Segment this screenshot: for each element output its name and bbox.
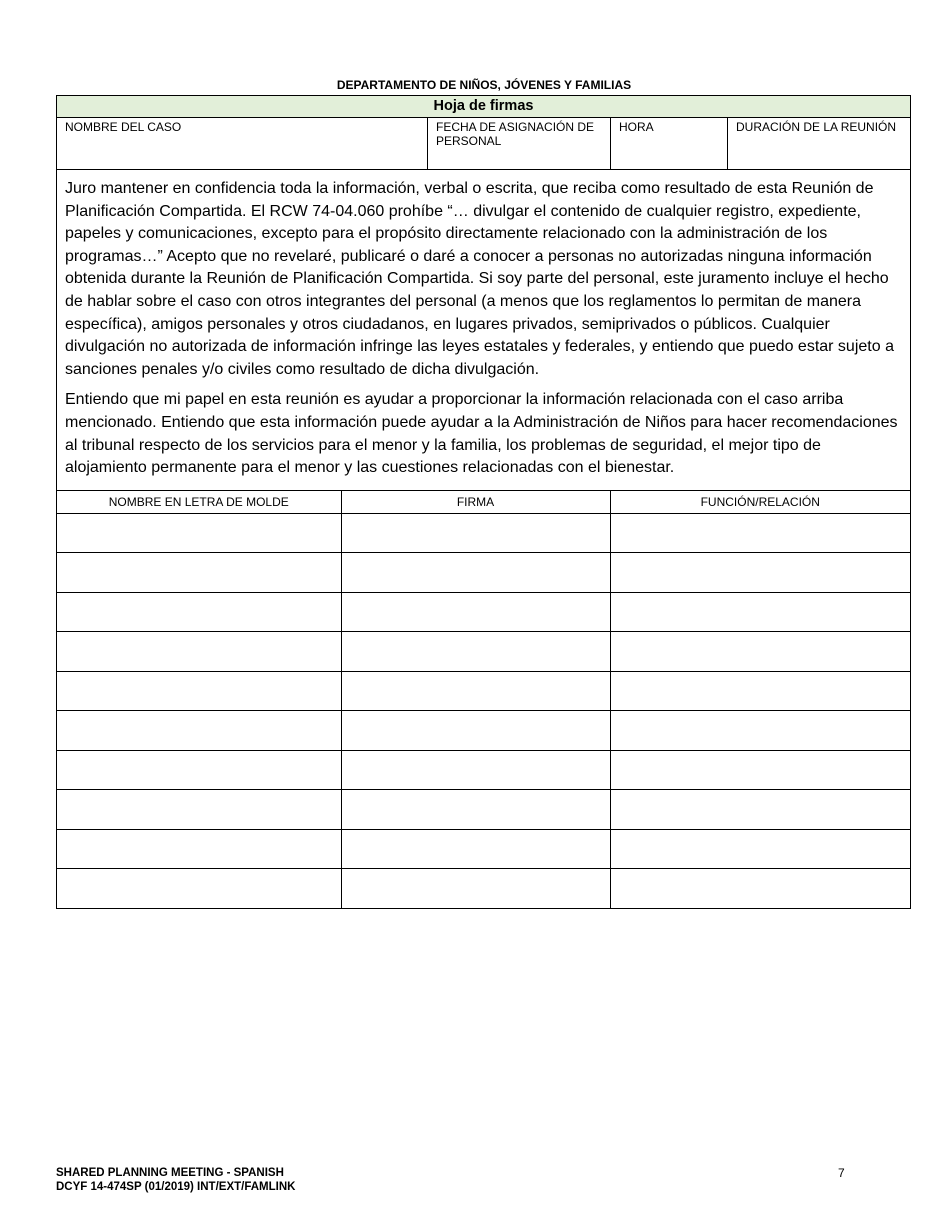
signature-row — [57, 632, 910, 672]
signature-table-header — [57, 491, 910, 514]
signature-cell[interactable] — [341, 869, 610, 908]
printed-name-cell[interactable] — [57, 553, 341, 593]
signature-table — [57, 491, 910, 908]
signature-row — [57, 671, 910, 711]
signature-row — [57, 592, 910, 632]
signature-cell[interactable] — [341, 711, 610, 751]
time-field[interactable] — [611, 118, 728, 169]
assignment-date-label: FECHA DE ASIGNACIÓN DE PERSONAL — [436, 120, 595, 148]
printed-name-cell[interactable] — [57, 750, 341, 790]
signature-row — [57, 711, 910, 751]
printed-name-cell[interactable] — [57, 592, 341, 632]
form-footer — [56, 1166, 295, 1194]
meeting-duration-label: DURACIÓN DE LA REUNIÓN — [736, 120, 897, 134]
signature-cell[interactable] — [341, 750, 610, 790]
role-cell[interactable] — [610, 790, 910, 830]
footer-form-name: SHARED PLANNING MEETING - SPANISH — [56, 1167, 284, 1179]
signature-cell[interactable] — [341, 671, 610, 711]
printed-name-cell[interactable] — [57, 671, 341, 711]
signature-cell[interactable] — [341, 632, 610, 672]
signature-row — [57, 513, 910, 553]
assignment-date-field[interactable] — [428, 118, 611, 169]
case-info-row — [57, 118, 910, 170]
printed-name-cell[interactable] — [57, 513, 341, 553]
printed-name-cell[interactable] — [57, 869, 341, 908]
signature-row — [57, 790, 910, 830]
role-cell[interactable] — [610, 711, 910, 751]
meeting-duration-field[interactable] — [728, 118, 910, 169]
column-header-role: FUNCIÓN/RELACIÓN — [610, 491, 910, 514]
signature-row — [57, 553, 910, 593]
printed-name-cell[interactable] — [57, 632, 341, 672]
signature-row — [57, 829, 910, 869]
signature-cell[interactable] — [341, 592, 610, 632]
role-cell[interactable] — [610, 750, 910, 790]
column-header-printed-name: NOMBRE EN LETRA DE MOLDE — [57, 491, 341, 514]
signature-cell[interactable] — [341, 790, 610, 830]
oath-paragraph-1: Juro mantener en confidencia toda la información, verbal o escrita, que reciba como resultado de esta Reunión de Planificación Compartida. El RCW 74-04.060 prohíbe “… divulgar el contenido de cualquier registro, expediente, papeles y comunicaciones, excepto para el propósito directamente relacionado con la administración de los programas…” Acepto que no revelaré, publicaré o daré a conocer a personas no autorizadas ninguna información obtenida durante la Reunión de Planificación Compartida. Si soy parte del personal, este juramento incluye el hecho de hablar sobre el caso con otros integrantes del personal (a menos que los reglamentos lo permitan de manera específica), amigos personales y otros ciudadanos, en lugares privados, semiprivados o públicos. Cualquier divulgación no autorizada de información infringe las leyes estatales y federales, y entiendo que puedo estar sujeto a sanciones penales y/o civiles como resultado de dicha divulgación. — [65, 180, 894, 378]
signature-row — [57, 750, 910, 790]
role-cell[interactable] — [610, 829, 910, 869]
confidentiality-oath — [57, 170, 910, 491]
signature-cell[interactable] — [341, 829, 610, 869]
signature-cell[interactable] — [341, 513, 610, 553]
role-cell[interactable] — [610, 671, 910, 711]
role-cell[interactable] — [610, 513, 910, 553]
printed-name-cell[interactable] — [57, 829, 341, 869]
form-title: Hoja de firmas — [57, 96, 910, 118]
printed-name-cell[interactable] — [57, 711, 341, 751]
role-cell[interactable] — [610, 553, 910, 593]
printed-name-cell[interactable] — [57, 790, 341, 830]
page-number: 7 — [838, 1166, 845, 1180]
signature-form — [56, 95, 911, 909]
column-header-signature: FIRMA — [341, 491, 610, 514]
footer-form-id: DCYF 14-474SP (01/2019) INT/EXT/FAMLINK — [56, 1181, 296, 1193]
role-cell[interactable] — [610, 869, 910, 908]
case-name-field[interactable] — [57, 118, 428, 169]
role-cell[interactable] — [610, 632, 910, 672]
time-label: HORA — [619, 120, 654, 134]
signature-rows — [57, 513, 910, 908]
signature-row — [57, 869, 910, 908]
role-cell[interactable] — [610, 592, 910, 632]
case-name-label: NOMBRE DEL CASO — [65, 120, 182, 134]
department-header: DEPARTAMENTO DE NIÑOS, JÓVENES Y FAMILIAS — [336, 78, 632, 92]
signature-cell[interactable] — [341, 553, 610, 593]
oath-paragraph-2: Entiendo que mi papel en esta reunión es ayudar a proporcionar la información relacionada con el caso arriba mencionado. Entiendo que esta información puede ayudar a la Administración de Niños para hacer recomendaciones al tribunal respecto de los servicios para el menor y la familia, los problemas de seguridad, el mejor tipo de alojamiento permanente para el menor y las cuestiones relacionadas con el bienestar. — [65, 391, 898, 477]
